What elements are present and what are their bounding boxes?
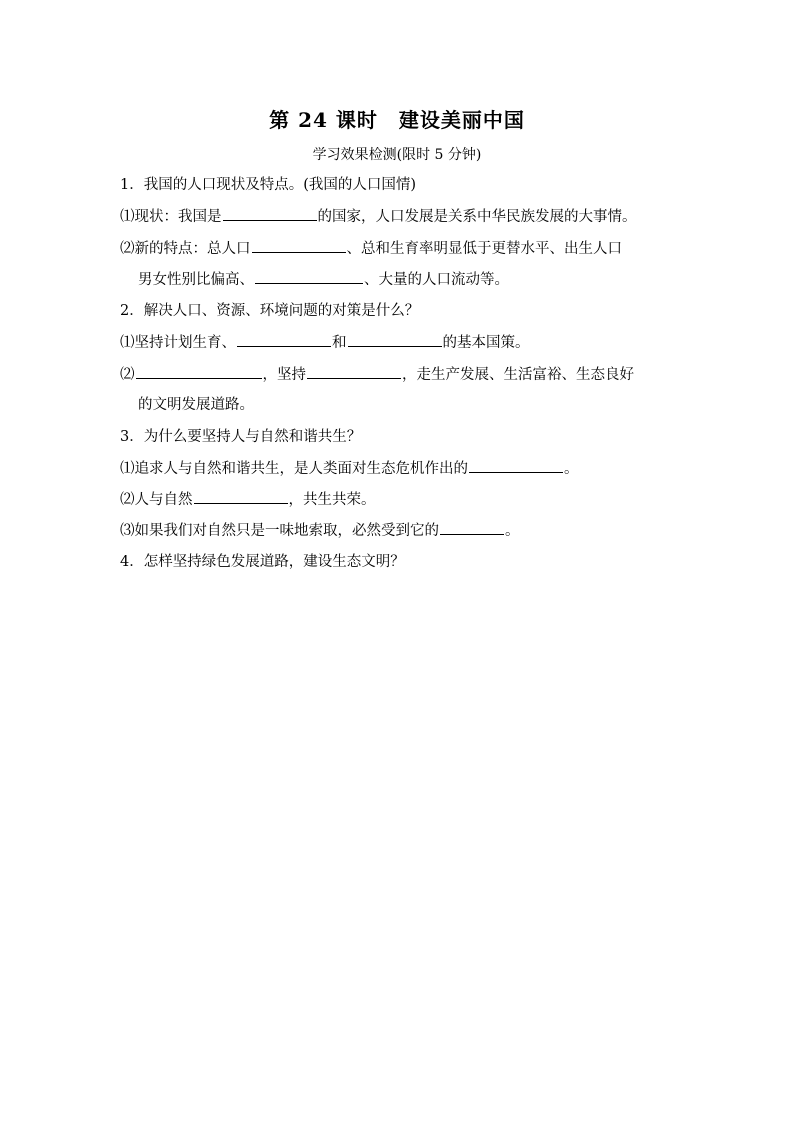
question-2-part-1-text-b: 和	[332, 335, 347, 351]
question-3-part-1-text-a: ⑴追求人与自然和谐共生，是人类面对生态危机作出的	[120, 461, 468, 477]
question-3-part-2-text-a: ⑵人与自然	[120, 492, 193, 508]
question-2-part-1	[120, 332, 530, 353]
question-1-stem: 1．我国的人口现状及特点。(我国的人口国情)	[120, 177, 417, 193]
question-1-part-2-continued	[138, 269, 509, 290]
question-2-part-2-continued: 的文明发展道路。	[138, 397, 254, 413]
question-1-part-1	[120, 206, 637, 227]
answer-blank[interactable]	[194, 489, 288, 504]
question-2-part-1-text-a: ⑴坚持计划生育、	[120, 335, 236, 351]
question-2-part-2-text-c: ，走生产发展、生活富裕、生态良好	[402, 367, 634, 383]
question-4-stem: 4．怎样坚持绿色发展道路，建设生态文明？	[120, 554, 405, 570]
question-1-part-2-text-b: 、总和生育率明显低于更替水平、出生人口	[346, 241, 622, 257]
question-2-part-2	[120, 364, 634, 385]
question-1-part-2	[120, 238, 622, 259]
question-3-part-1-text-b: 。	[564, 461, 579, 477]
answer-blank[interactable]	[223, 206, 317, 221]
question-3-stem: 3．为什么要坚持人与自然和谐共生？	[120, 429, 362, 445]
question-1-part-1-text-a: ⑴现状：我国是	[120, 209, 222, 225]
question-1-part-2-text-c: 男女性别比偏高、	[138, 272, 254, 288]
answer-blank[interactable]	[440, 520, 504, 535]
question-1-part-2-text-d: 、大量的人口流动等。	[364, 272, 509, 288]
question-3-part-2-text-b: ，共生共荣。	[288, 492, 376, 508]
question-3-part-3	[120, 520, 520, 541]
page-subtitle: 学习效果检测(限时 5 分钟)	[312, 147, 482, 163]
question-3-part-3-text-b: 。	[505, 523, 520, 539]
question-2-part-2-text-b: ，坚持	[262, 367, 306, 383]
question-3-part-2	[120, 489, 376, 510]
page-title: 第 24 课时 建设美丽中国	[269, 108, 525, 132]
question-3-part-3-text-a: ⑶如果我们对自然只是一味地索取，必然受到它的	[120, 523, 439, 539]
question-3-part-1	[120, 458, 579, 479]
answer-blank[interactable]	[469, 458, 563, 473]
answer-blank[interactable]	[237, 332, 331, 347]
answer-blank[interactable]	[255, 269, 363, 284]
question-2-stem: 2．解决人口、资源、环境问题的对策是什么？	[120, 303, 420, 319]
question-1-part-2-text-a: ⑵新的特点：总人口	[120, 241, 251, 257]
question-1-part-1-text-b: 的国家，人口发展是关系中华民族发展的大事情。	[317, 209, 637, 225]
answer-blank[interactable]	[307, 364, 401, 379]
question-2-part-1-text-c: 的基本国策。	[442, 335, 530, 351]
answer-blank[interactable]	[136, 364, 262, 379]
question-2-part-2-text-a: ⑵	[120, 367, 135, 383]
answer-blank[interactable]	[348, 332, 442, 347]
answer-blank[interactable]	[252, 238, 346, 253]
